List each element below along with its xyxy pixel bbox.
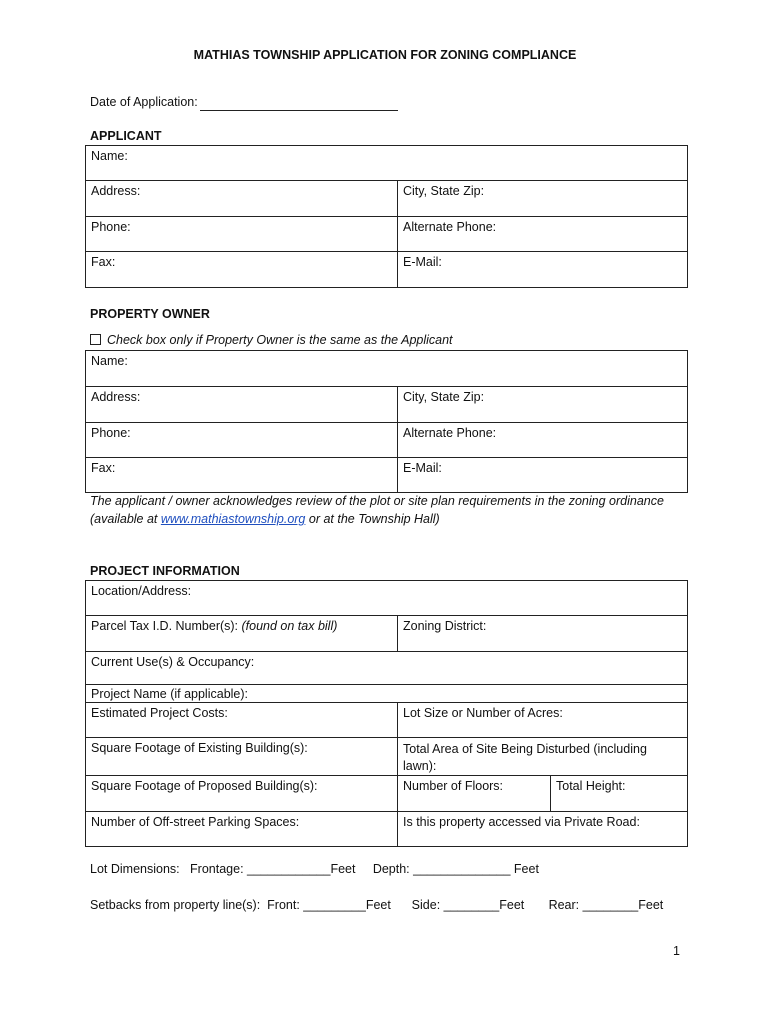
owner-address-field[interactable] (86, 387, 398, 423)
applicant-address-field[interactable] (86, 181, 398, 217)
acknowledgement-note-line2 (90, 512, 440, 526)
owner-table (85, 350, 688, 493)
sqft-proposed-field[interactable] (86, 776, 398, 812)
owner-city-label: City, State Zip: (403, 390, 485, 404)
parking-spaces-field[interactable] (86, 812, 398, 847)
owner-fax-label: Fax: (91, 461, 116, 475)
parcel-label: Parcel Tax I.D. Number(s): (91, 619, 242, 633)
sqft-existing-label: Square Footage of Existing Building(s): (91, 741, 308, 755)
parcel-field[interactable] (86, 616, 398, 652)
note-available-text: (available at (90, 512, 161, 526)
lot-dimensions-line: Lot Dimensions: Frontage: ____________Feet Depth: ______________ Feet (90, 862, 539, 876)
private-road-field[interactable] (398, 812, 688, 847)
date-of-application-label: Date of Application: (90, 95, 198, 109)
applicant-email-field[interactable] (398, 252, 688, 288)
owner-email-field[interactable] (398, 458, 688, 493)
applicant-name-label: Name: (91, 149, 128, 163)
lot-size-field[interactable] (398, 703, 688, 738)
location-field[interactable] (86, 581, 688, 616)
lot-size-label: Lot Size or Number of Acres: (403, 706, 563, 720)
applicant-alt-phone-field[interactable] (398, 217, 688, 252)
sqft-existing-field[interactable] (86, 738, 398, 776)
floors-label: Number of Floors: (403, 779, 504, 793)
setbacks-line: Setbacks from property line(s): Front: _________Feet Side: ________Feet Rear: ________Feet (90, 898, 664, 912)
owner-alt-phone-field[interactable] (398, 423, 688, 458)
owner-heading: PROPERTY OWNER (90, 307, 210, 321)
applicant-fax-label: Fax: (91, 255, 116, 269)
sqft-proposed-label: Square Footage of Proposed Building(s): (91, 779, 318, 793)
owner-city-field[interactable] (398, 387, 688, 423)
total-height-field[interactable] (551, 776, 688, 812)
owner-phone-label: Phone: (91, 426, 131, 440)
project-heading: PROJECT INFORMATION (90, 564, 240, 578)
private-road-label: Is this property accessed via Private Road: (403, 815, 640, 829)
estimated-costs-field[interactable] (86, 703, 398, 738)
applicant-fax-field[interactable] (86, 252, 398, 288)
location-label: Location/Address: (91, 584, 192, 598)
zoning-district-field[interactable] (398, 616, 688, 652)
acknowledgement-note-line1: The applicant / owner acknowledges review of the plot or site plan requirements in the zoning ordinance (90, 494, 664, 508)
applicant-address-label: Address: (91, 184, 141, 198)
owner-email-label: E-Mail: (403, 461, 442, 475)
total-height-label: Total Height: (556, 779, 626, 793)
applicant-table (85, 145, 688, 288)
zoning-district-label: Zoning District: (403, 619, 487, 633)
owner-same-checkbox-label: Check box only if Property Owner is the same as the Applicant (107, 333, 453, 347)
owner-name-field[interactable] (86, 351, 688, 387)
current-use-label: Current Use(s) & Occupancy: (91, 655, 255, 669)
page-title: MATHIAS TOWNSHIP APPLICATION FOR ZONING COMPLIANCE (193, 48, 577, 62)
owner-name-label: Name: (91, 354, 128, 368)
current-use-field[interactable] (86, 652, 688, 685)
parking-spaces-label: Number of Off-street Parking Spaces: (91, 815, 300, 829)
applicant-email-label: E-Mail: (403, 255, 442, 269)
area-disturbed-label: Total Area of Site Being Disturbed (including lawn): (403, 742, 647, 773)
owner-same-checkbox[interactable] (90, 334, 101, 345)
project-table (85, 580, 688, 847)
applicant-city-field[interactable] (398, 181, 688, 217)
township-website-link[interactable]: www.mathiastownship.org (160, 512, 306, 526)
note-township-hall-text: or at the Township Hall) (305, 512, 440, 526)
applicant-phone-label: Phone: (91, 220, 131, 234)
applicant-phone-field[interactable] (86, 217, 398, 252)
page-number: 1 (673, 944, 680, 958)
owner-fax-field[interactable] (86, 458, 398, 493)
parcel-hint: (found on tax bill) (241, 619, 338, 633)
area-disturbed-field[interactable] (398, 738, 688, 776)
owner-same-checkbox-row (90, 333, 453, 347)
date-of-application-field[interactable] (200, 110, 398, 111)
applicant-heading: APPLICANT (90, 129, 162, 143)
floors-field[interactable] (398, 776, 551, 812)
applicant-name-field[interactable] (86, 146, 688, 181)
applicant-alt-phone-label: Alternate Phone: (403, 220, 497, 234)
project-name-label: Project Name (if applicable): (91, 687, 249, 701)
owner-alt-phone-label: Alternate Phone: (403, 426, 497, 440)
owner-phone-field[interactable] (86, 423, 398, 458)
estimated-costs-label: Estimated Project Costs: (91, 706, 228, 720)
project-name-field[interactable] (86, 685, 688, 703)
applicant-city-label: City, State Zip: (403, 184, 485, 198)
owner-address-label: Address: (91, 390, 141, 404)
